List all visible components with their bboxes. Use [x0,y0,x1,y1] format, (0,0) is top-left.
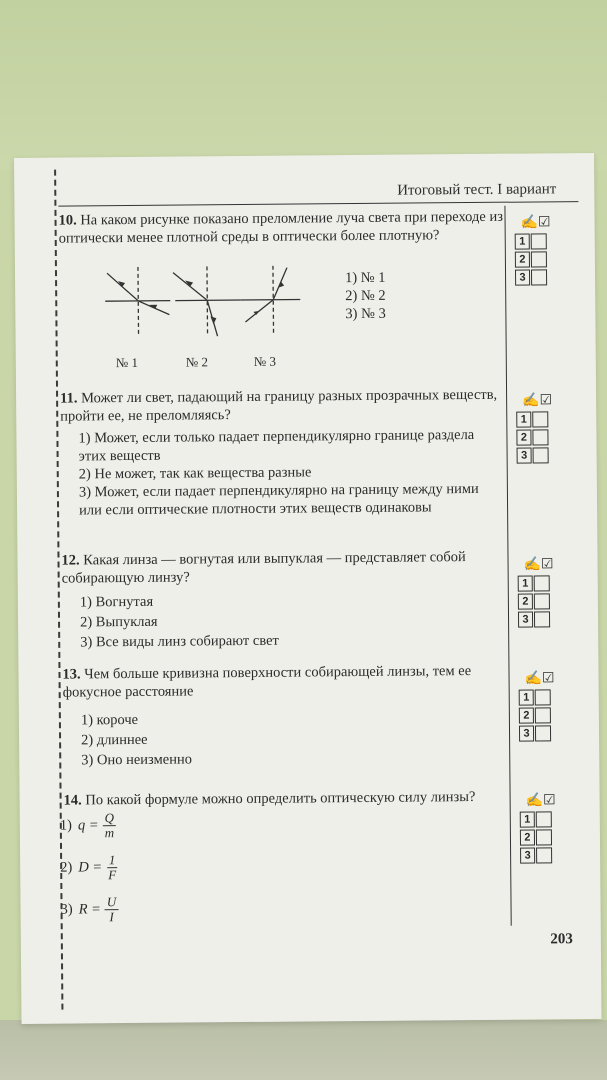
question-number: 14. [63,792,82,809]
formula-label: 2) [60,859,73,876]
question-11 [60,386,510,426]
question-number: 13. [62,666,81,683]
answer-checkbox[interactable] [534,593,550,609]
refraction-figures [75,265,326,347]
figure-label-1: № 1 [115,354,139,371]
question-text: На каком рисунке показано преломление луча света при переходе из оптически менее плотной среды в оптически более плотную? [58,208,503,247]
cut-line [54,170,63,1010]
pen-check-icon: ✍☑ [523,557,554,573]
formula-lhs: D = [78,859,103,876]
formula-lhs: q = [77,817,99,834]
answer-checkbox[interactable] [535,689,551,705]
answer-checkbox[interactable] [534,575,550,591]
answer-checkbox[interactable] [536,829,552,845]
question-10 [58,208,508,248]
answer-number: 1 [519,689,534,705]
formula-1 [60,811,116,840]
formula-label: 1) [59,817,72,834]
answer-number: 2 [520,829,535,845]
formula-denominator: I [109,909,114,925]
option-12-2: 2) Выпуклая [79,613,158,631]
option-13-2: 2) длиннее [81,731,148,749]
answer-checkbox[interactable] [531,251,547,267]
question-text: Какая линза — вогнутая или выпуклая — представляет собой собирающую линзу? [61,549,466,587]
formula-2 [60,853,118,883]
answer-checkbox[interactable] [534,611,550,627]
answer-number: 2 [518,593,533,609]
option-10-2: 2) № 2 [345,287,386,305]
answer-box-11 [516,393,565,463]
answer-checkbox[interactable] [535,707,551,723]
answer-number: 3 [518,611,533,627]
question-12 [61,548,511,588]
answer-checkbox[interactable] [531,269,547,285]
question-13 [62,662,512,702]
formula-numerator: Q [102,811,116,826]
question-14 [64,788,524,810]
answer-number: 1 [516,411,531,427]
option-11-3: 3) Может, если падает перпендикулярно на границу между ними или если оптические плотности этих веществ одинаковы [78,480,479,519]
option-10-1: 1) № 1 [344,269,386,287]
answer-number: 2 [516,429,531,445]
question-text: Может ли свет, падающий на границу разных прозрачных веществ, пройти ее, не преломляясь? [60,386,498,425]
answer-number: 3 [517,447,532,463]
answer-number: 2 [515,252,530,268]
answer-box-13 [519,671,568,741]
formula-numerator: U [105,895,119,910]
formula-label: 3) [60,901,73,918]
header-rule [58,201,578,207]
option-11-2: 2) Не может, так как вещества разные [78,464,312,483]
answer-checkbox[interactable] [536,847,552,863]
answer-number: 1 [515,234,530,250]
pen-check-icon: ✍☑ [525,793,556,809]
answer-box-14 [520,793,569,863]
question-number: 10. [58,212,77,229]
answer-number: 3 [515,270,530,286]
answer-checkbox[interactable] [536,811,552,827]
option-13-3: 3) Оно неизменно [81,751,192,769]
option-11-1: 1) Может, если только падает перпендикулярно границе раздела этих веществ [78,426,475,465]
figure-label-2: № 2 [185,354,209,370]
answer-checkbox[interactable] [532,411,548,427]
answer-checkbox[interactable] [531,233,547,249]
answer-number: 3 [519,725,534,741]
table-surface [0,0,607,170]
option-12-1: 1) Вогнутая [79,593,154,611]
pen-check-icon: ✍☑ [524,671,555,687]
answer-number: 2 [519,707,534,723]
pen-check-icon: ✍☑ [520,215,551,231]
option-12-3: 3) Все виды линз собирают свет [80,632,279,651]
answer-number: 1 [520,811,535,827]
question-text: Чем больше кривизна поверхности собирающей линзы, тем ее фокусное расстояние [62,663,472,701]
formula-lhs: R = [78,901,102,918]
page-number: 203 [550,931,573,948]
question-number: 12. [61,552,80,569]
answer-checkbox[interactable] [535,725,551,741]
answer-checkbox[interactable] [532,429,548,445]
option-13-1: 1) короче [80,711,139,729]
answer-box-10 [515,215,564,285]
answer-checkbox[interactable] [533,447,549,463]
formula-numerator: 1 [107,853,118,868]
figure-label-3: № 3 [253,353,277,369]
table-edge [0,1020,607,1080]
answer-box-12 [518,557,567,627]
answer-number: 1 [518,575,533,591]
formula-denominator: m [104,825,115,841]
option-10-3: 3) № 3 [345,305,386,323]
page-header: Итоговый тест. I вариант [397,181,557,199]
pen-check-icon: ✍☑ [522,393,553,409]
formula-3 [60,895,118,925]
answer-number: 3 [520,847,535,863]
test-page [14,153,602,1024]
formula-denominator: F [108,867,117,883]
question-text: По какой формуле можно определить оптическую силу линзы? [85,788,476,809]
question-number: 11. [60,390,78,407]
